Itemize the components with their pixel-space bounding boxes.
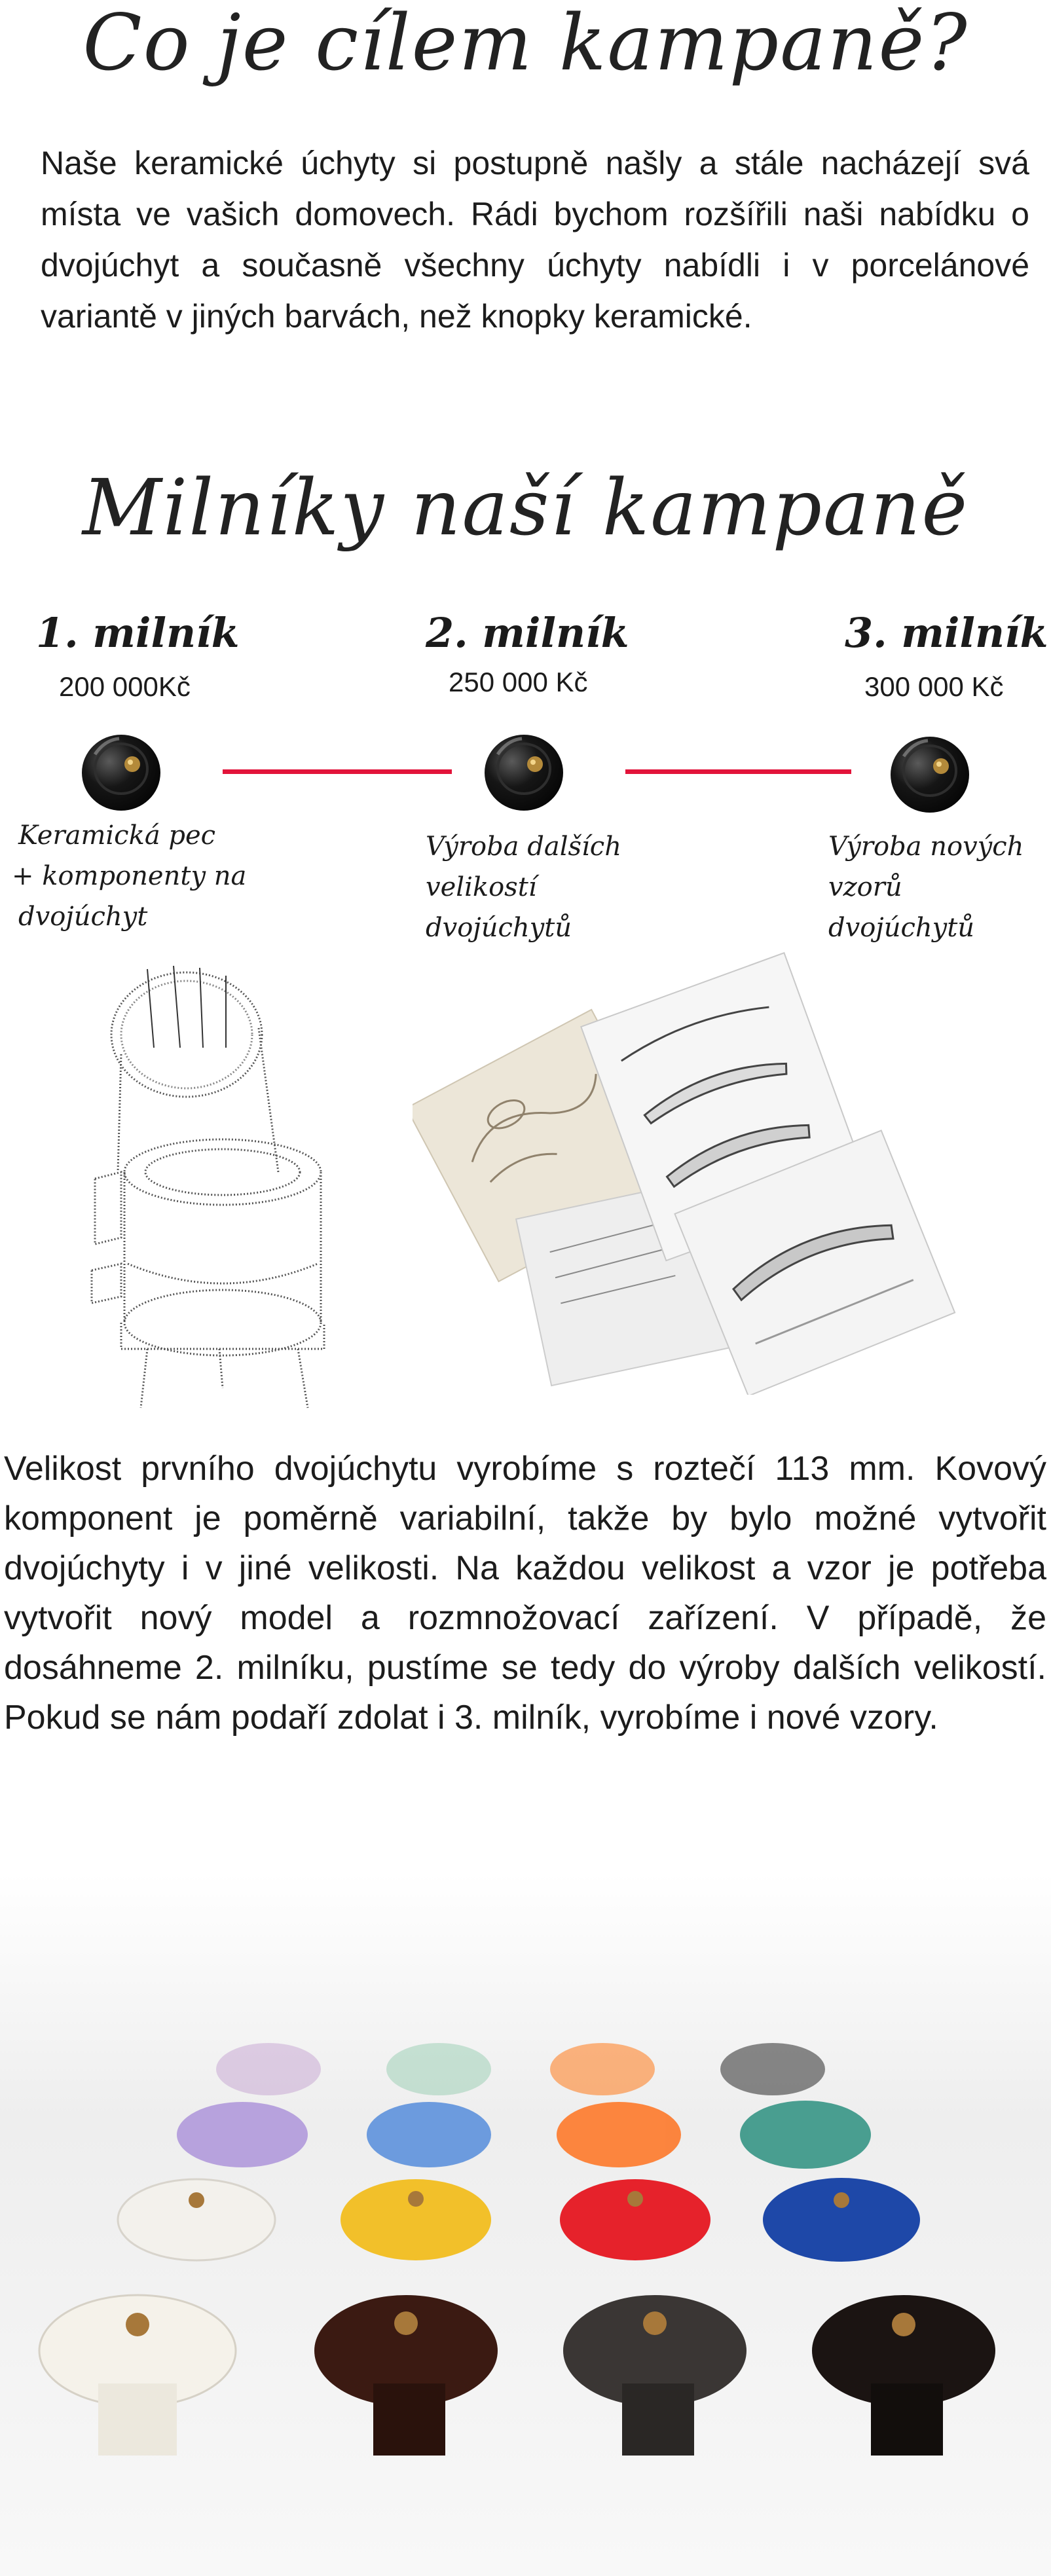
handle-design-sketches-image: [413, 949, 989, 1395]
milestones-heading: Milníky naší kampaně: [82, 462, 969, 553]
milestone-2-title: 2. milník: [426, 609, 629, 657]
milestone-3-amount: 300 000 Kč: [864, 671, 1004, 702]
milestone-1-amount: 200 000Kč: [59, 671, 191, 702]
milestone-2-description: Výroba dalších velikostí dvojúchytů: [426, 832, 621, 943]
details-text: Velikost prvního dvojúchytu vyrobíme s roztečí 113 mm. Kovový komponent je poměrně variabilní, takže by bylo možné vytvořit dvojúchyty i v jiné velikosti. Na každou velikost a vzor je potřeba vytvořit nový model a rozmnožovací zařízení. V případě, že dosáhneme 2. milníku, pustíme se tedy do výroby dalších velikostí. Pokud se nám podaří zdolat i 3. milník, vyrobíme i nové vzory.: [4, 1450, 1046, 1737]
kiln-sketch-image: [82, 956, 357, 1427]
milestone-1-title: 1. milník: [36, 609, 240, 657]
milestone-1-description: Keramická pec + komponenty na dvojúchyt: [12, 820, 247, 932]
milestone-2-amount: 250 000 Kč: [449, 667, 588, 697]
knob-icon: [79, 728, 164, 813]
campaign-goal-heading: Co je cílem kampaně?: [83, 0, 968, 88]
milestone-3-description: Výroba nových vzorů dvojúchytů: [828, 832, 1024, 943]
ceramic-knobs-photo: [0, 1873, 1051, 2576]
knob-icon: [887, 730, 972, 815]
milestone-connector-1-2: [223, 769, 452, 774]
milestone-connector-2-3: [625, 769, 851, 774]
campaign-goal-text: Naše keramické úchyty si postupně našly a stále nacházejí svá místa ve vašich domovech. Rádi bychom rozšířili naši nabídku o dvojúchyt a současně všechny úchyty nabídli i v porcelánové variantě v jiných barvách, než knopky keramické.: [41, 145, 1029, 335]
knob-icon: [481, 728, 566, 813]
milestone-3-title: 3. milník: [845, 609, 1048, 657]
